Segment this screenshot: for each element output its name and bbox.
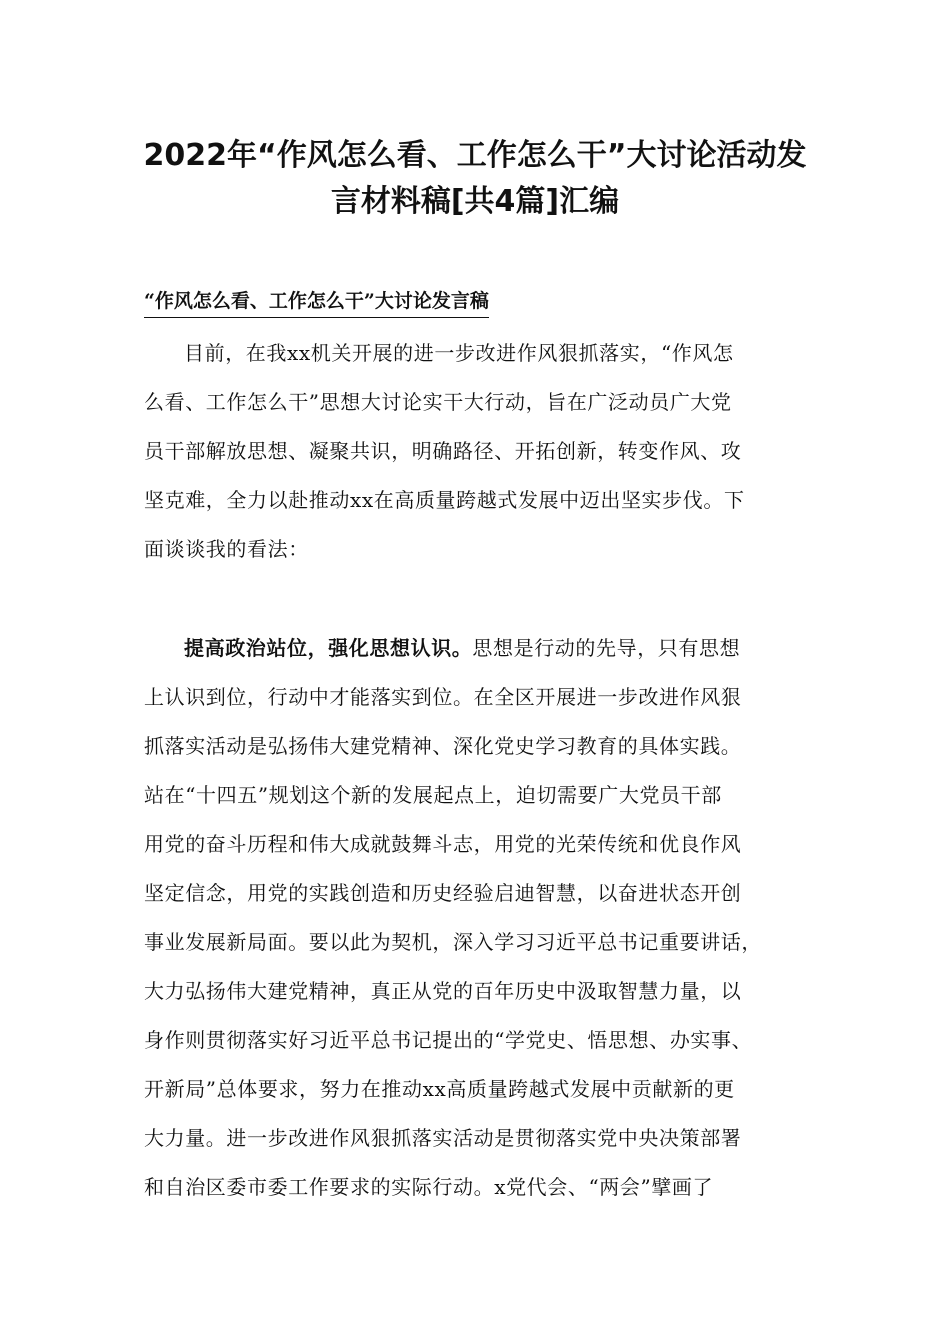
paragraph-line: 事业发展新局面。要以此为契机，深入学习习近平总书记重要讲话， <box>144 930 762 954</box>
paragraph-line: 开新局”总体要求，努力在推动xx高质量跨越式发展中贡献新的更 <box>144 1077 735 1101</box>
document-title-line-1: 2022年“作风怎么看、工作怎么干”大讨论活动发 <box>143 138 807 173</box>
paragraph-lead-text: 思想是行动的先导，只有思想 <box>472 636 741 660</box>
document-title-line-2: 言材料稿[共4篇]汇编 <box>330 184 620 219</box>
section-heading: “作风怎么看、工作怎么干”大讨论发言稿 <box>144 286 489 318</box>
paragraph-line: 么看、工作怎么干”思想大讨论实干大行动，旨在广泛动员广大党 <box>144 390 732 414</box>
paragraph-line: 目前，在我xx机关开展的进一步改进作风狠抓落实，“作风怎 <box>184 341 734 365</box>
paragraph-line: 大力量。进一步改进作风狠抓落实活动是贯彻落实党中央决策部署 <box>144 1126 742 1150</box>
paragraph-lead-bold: 提高政治站位，强化思想认识。 <box>184 636 473 660</box>
paragraph-line: 抓落实活动是弘扬伟大建党精神、深化党史学习教育的具体实践。 <box>144 734 742 758</box>
paragraph-line: 身作则贯彻落实好习近平总书记提出的“学党史、悟思想、办实事、 <box>144 1028 753 1052</box>
paragraph-line: 和自治区委市委工作要求的实际行动。x党代会、“两会”擘画了 <box>144 1175 714 1199</box>
paragraph-line: 用党的奋斗历程和伟大成就鼓舞斗志，用党的光荣传统和优良作风 <box>144 832 742 856</box>
paragraph-line: 站在“十四五”规划这个新的发展起点上，迫切需要广大党员干部 <box>144 783 722 807</box>
paragraph-line: 大力弘扬伟大建党精神，真正从党的百年历史中汲取智慧力量，以 <box>144 979 742 1003</box>
paragraph-line: 坚定信念，用党的实践创造和历史经验启迪智慧，以奋进状态开创 <box>144 881 742 905</box>
paragraph-line: 上认识到位，行动中才能落实到位。在全区开展进一步改进作风狠 <box>144 685 742 709</box>
paragraph-lead-line <box>184 633 810 663</box>
paragraph-line: 面谈谈我的看法： <box>144 537 309 561</box>
paragraph-line: 员干部解放思想、凝聚共识，明确路径、开拓创新，转变作风、攻 <box>144 439 742 463</box>
paragraph-line: 坚克难，全力以赴推动xx在高质量跨越式发展中迈出坚实步伐。下 <box>144 488 745 512</box>
